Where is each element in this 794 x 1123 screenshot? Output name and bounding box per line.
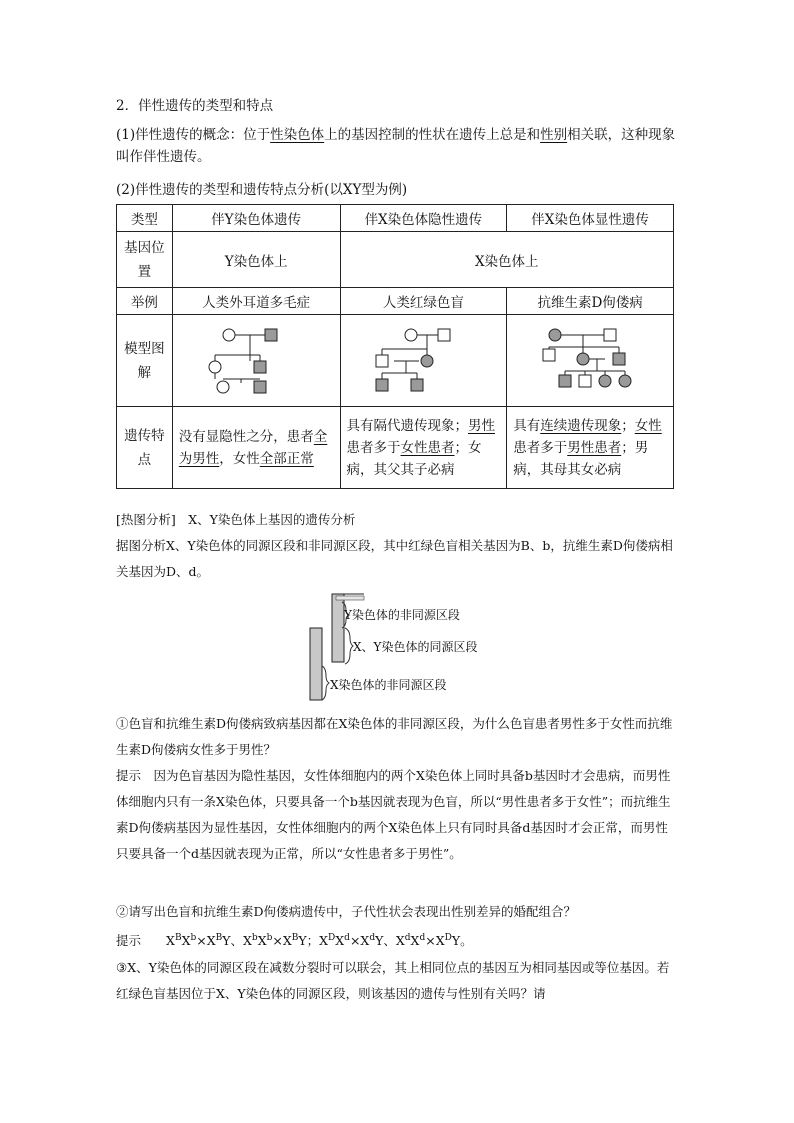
row-label: 举例: [117, 288, 173, 315]
concept-key-sex-chromosome: 性染色体: [270, 127, 325, 143]
genotype-token: $X^d$: [335, 933, 350, 949]
genotype-token: Y；: [298, 933, 320, 949]
allele-superscript: b: [190, 933, 197, 943]
concept-text: 上的基因控制的性状在遗传上总是和: [324, 127, 541, 143]
cell-x-location: X染色体上: [340, 232, 673, 288]
male-affected: [613, 353, 625, 365]
feature-text: ，女性: [219, 450, 260, 467]
concept-paragraph: [116, 124, 676, 168]
genotype-token: Y、: [222, 933, 244, 949]
answer-2: [116, 925, 678, 954]
feature-key: 男性患者: [567, 439, 622, 456]
feature-text: ；女病，其父其子必病: [346, 439, 482, 478]
genotype-token: Y、: [375, 933, 396, 949]
female-affected: [619, 375, 631, 387]
genotype-token: $X^D$: [319, 933, 336, 949]
allele-superscript: B: [174, 933, 182, 943]
feature-text: ；男病，其母其女必病: [513, 439, 649, 478]
female-affected: [421, 355, 433, 367]
allele-superscript: b: [266, 933, 273, 943]
allele-superscript: d: [419, 933, 426, 943]
example-cell: 人类红绿色盲: [340, 288, 507, 315]
allele-superscript: B: [291, 933, 299, 943]
gene-position-row: [117, 232, 674, 288]
male-affected: [254, 361, 266, 373]
allele-superscript: D: [328, 933, 336, 943]
genotype-token: $X^B$: [282, 933, 299, 949]
row-label: 遗传特点: [117, 407, 173, 489]
allele-superscript: d: [369, 933, 376, 943]
allele-superscript: B: [215, 933, 223, 943]
female-affected: [549, 329, 561, 341]
feature-key: 女性患者: [400, 439, 455, 456]
genotype-token: $X^b$: [243, 933, 258, 949]
header-cell: 伴Y染色体遗传: [172, 205, 340, 232]
feature-text: 具有隔代遗传现象；: [346, 417, 469, 434]
answer-1: 提示 因为色盲基因为隐性基因，女性体细胞内的两个X染色体上同时具备b基因时才会患病，而男性体细胞内只有一条X染色体，只要具备一个b基因就表现为色盲，所以“男性患者多于女性”；而抗维生素D佝偻病基因为显性基因，女性体细胞内的两个X染色体上只有同时具备d基因时才会正常，而男性只要具备一个d基因就表现为正常，所以“女性患者多于男性”。: [116, 768, 671, 861]
male-affected: [411, 379, 423, 391]
inheritance-table: [116, 204, 674, 489]
pedigree-y-linked: [172, 315, 340, 407]
header-cell: 伴X染色体显性遗传: [507, 205, 674, 232]
pedigree-x-dominant: [507, 315, 674, 407]
example-cell: 抗维生素D佝偻病: [507, 288, 674, 315]
feature-key: 连续遗传现象: [540, 417, 622, 434]
pedigree-x-recessive: [340, 315, 507, 407]
genotype-token: $X^d$: [395, 933, 411, 949]
concept-text: 相关联，这种现象叫作伴性遗传。: [116, 127, 676, 165]
feature-xd: [507, 407, 674, 489]
genotype-token: ×: [349, 933, 361, 949]
feature-row: [117, 407, 674, 489]
feature-key: 全部正常: [259, 450, 314, 467]
female-normal: [217, 381, 229, 393]
feature-key: 男性: [468, 417, 496, 434]
female-normal: [223, 329, 235, 341]
analysis-intro: 据图分析X、Y染色体的同源区段和非同源区段，其中红绿色盲相关基因为B、b，抗维生素D佝偻病相关基因为D、d。: [116, 538, 673, 579]
female-normal: [209, 361, 221, 373]
feature-y: [172, 407, 340, 489]
row-label: 基因位置: [117, 232, 173, 288]
male-normal: [604, 329, 616, 341]
female-affected: [577, 353, 589, 365]
male-normal: [543, 349, 555, 361]
feature-text: 患者多于: [346, 439, 401, 456]
question-2: ②请写出色盲和抗维生素D佝偻病遗传中，子代性状会表现出性别差异的婚配组合？: [116, 904, 577, 919]
allele-superscript: d: [404, 933, 411, 943]
genotype-token: Y。: [451, 933, 473, 949]
feature-key: 全为男性: [178, 428, 328, 467]
header-cell: 伴X染色体隐性遗传: [340, 205, 507, 232]
chromosome-figure: [300, 592, 500, 704]
allele-superscript: D: [444, 933, 452, 943]
pedigree-xr-diagram: [368, 325, 478, 397]
feature-text: 患者多于: [513, 439, 568, 456]
model-row: [117, 315, 674, 407]
feature-text: 没有显隐性之分，患者: [178, 428, 314, 445]
allele-superscript: b: [251, 933, 258, 943]
genotype-token: $X^d$: [410, 933, 426, 949]
genotype-token: $X^B$: [166, 933, 182, 949]
male-normal: [438, 329, 450, 341]
x-chromosome: [310, 628, 322, 700]
genotype-token: $X^D$: [435, 933, 452, 949]
example-row: [117, 288, 674, 315]
question-3: ③X、Y染色体的同源区段在减数分裂时可以联会，其上相同位点的基因互为相同基因或等位基因。若红绿色盲基因位于X、Y染色体的同源区段，则该基因的遗传与性别有关吗？请: [116, 960, 670, 1001]
pedigree-y-diagram: [201, 325, 311, 397]
label-y-nonhomologous: Y染色体的非同源区段: [344, 608, 460, 622]
male-affected: [376, 379, 388, 391]
female-normal: [405, 329, 417, 341]
genotype-token: ×: [425, 933, 436, 949]
feature-xr: [340, 407, 507, 489]
cell-y-location: Y染色体上: [172, 232, 340, 288]
pedigree-xd-diagram: [535, 325, 645, 397]
row-label: 模型图解: [117, 315, 173, 407]
genotype-token: $X^B$: [206, 933, 223, 949]
feature-text: 具有: [513, 417, 541, 434]
section-heading: 2．伴性遗传的类型和特点: [116, 98, 274, 114]
table-caption: (2)伴性遗传的类型和遗传特点分析(以XY型为例): [116, 182, 408, 198]
brace-homologous: [345, 628, 353, 664]
label-x-nonhomologous: X染色体的非同源区段: [330, 678, 447, 692]
answer-label: 提示: [116, 933, 142, 949]
brace-x-nonhomologous: [322, 666, 329, 700]
concept-key-gender: 性别: [540, 127, 568, 143]
table-header-row: [117, 205, 674, 232]
genotype-token: $X^b$: [181, 933, 197, 949]
male-normal: [376, 355, 388, 367]
header-cell: 类型: [117, 205, 173, 232]
genotype-token: ×: [196, 933, 207, 949]
allele-superscript: d: [344, 933, 350, 943]
genotype-token: ×: [272, 933, 283, 949]
question-1: ①色盲和抗维生素D佝偻病致病基因都在X染色体的非同源区段，为什么色盲患者男性多于女性而抗维生素D佝偻病女性多于男性？: [116, 716, 673, 757]
male-affected: [254, 381, 266, 393]
male-affected: [559, 375, 571, 387]
feature-key: 女性: [634, 417, 662, 434]
feature-text: ；: [621, 417, 635, 434]
genotype-token: $X^b$: [257, 933, 273, 949]
analysis-title: [热图分析] X、Y染色体上基因的遗传分析: [116, 512, 356, 527]
cross-combinations: [166, 933, 473, 948]
example-cell: 人类外耳道多毛症: [172, 288, 340, 315]
female-affected: [599, 375, 611, 387]
label-homologous: X、Y染色体的同源区段: [353, 640, 478, 654]
male-normal: [579, 375, 591, 387]
concept-text: (1)伴性遗传的概念：位于: [116, 127, 271, 143]
male-affected: [265, 329, 277, 341]
genotype-token: $X^d$: [360, 933, 376, 949]
